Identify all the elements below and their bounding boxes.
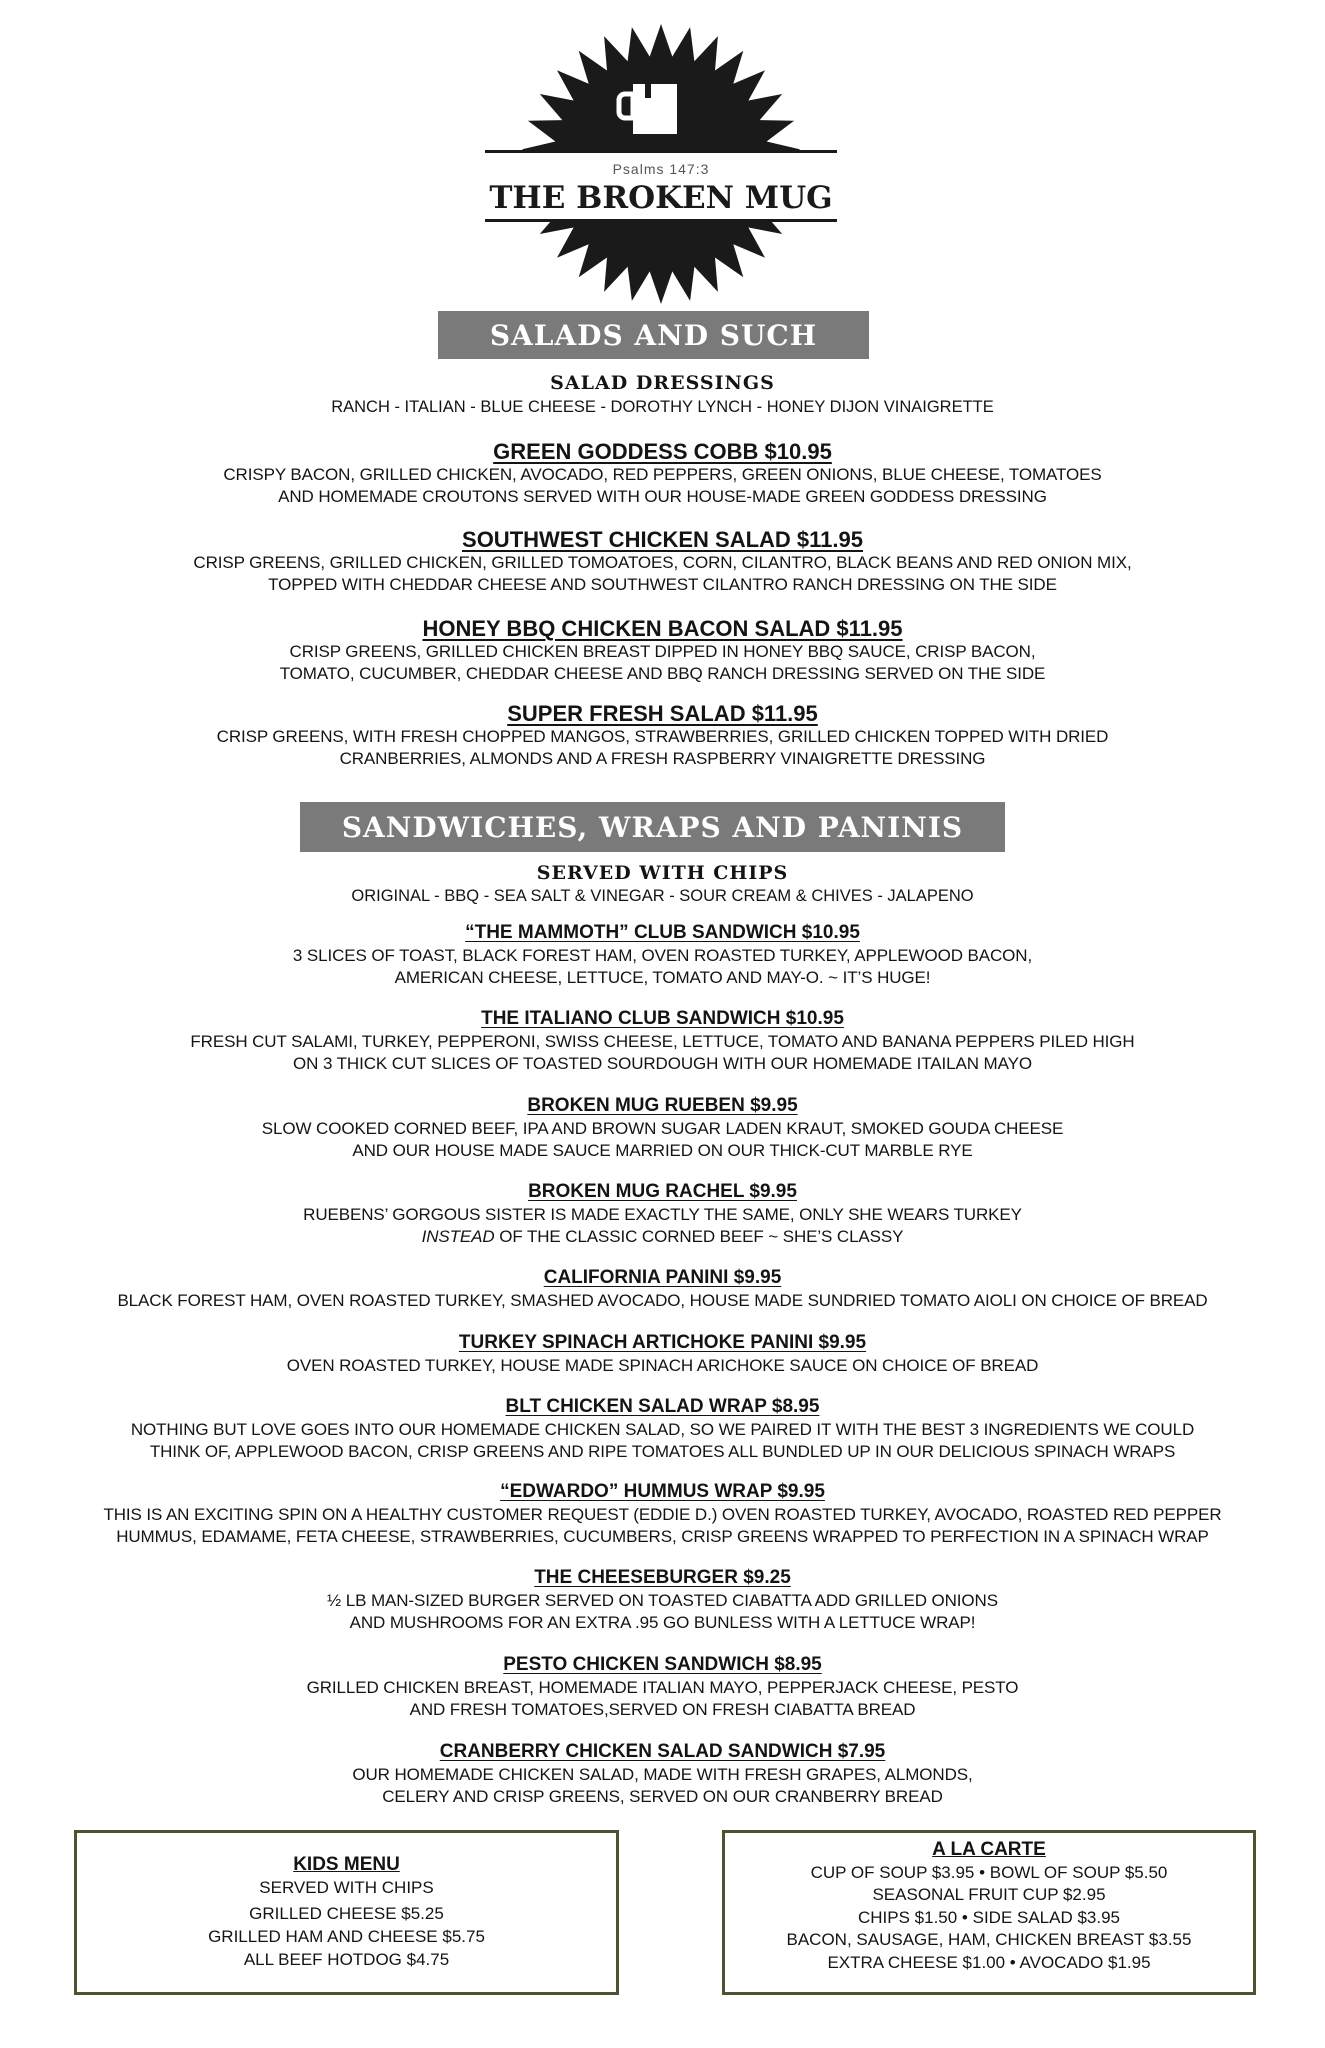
menu-item-description-line: RUEBENS’ GORGOUS SISTER IS MADE EXACTLY THE SAME, ONLY SHE WEARS TURKEY — [303, 1205, 1022, 1224]
menu-item-description-line: THIS IS AN EXCITING SPIN ON A HEALTHY CUSTOMER REQUEST (EDDIE D.) OVEN ROASTED TURKEY, AVOCADO, ROASTED RED PEPPER — [103, 1505, 1222, 1524]
menu-item-description-line: CRISPY BACON, GRILLED CHICKEN, AVOCADO, RED PEPPERS, GREEN ONIONS, BLUE CHEESE, TOMATOES — [223, 465, 1102, 484]
menu-item-description-line: AMERICAN CHEESE, LETTUCE, TOMATO AND MAY-O. ~ IT’S HUGE! — [394, 968, 931, 987]
menu-item-description-line: BLACK FOREST HAM, OVEN ROASTED TURKEY, SMASHED AVOCADO, HOUSE MADE SUNDRIED TOMATO AIOLI ON CHOICE OF BREAD — [117, 1291, 1208, 1310]
menu-item-title: THE ITALIANO CLUB SANDWICH $10.95 — [481, 1008, 844, 1029]
menu-item — [20, 1094, 1305, 1162]
menu-item-description — [20, 1118, 1305, 1162]
salad-dressings-heading: SALAD DRESSINGS — [550, 372, 775, 394]
menu-item-description-line: TOPPED WITH CHEDDAR CHEESE AND SOUTHWEST CILANTRO RANCH DRESSING ON THE SIDE — [268, 575, 1057, 594]
logo-name: THE BROKEN MUG — [489, 180, 833, 216]
menu-item-description-line: CRANBERRIES, ALMONDS AND A FRESH RASPBERRY VINAIGRETTE DRESSING — [339, 749, 986, 768]
menu-item — [20, 1740, 1305, 1808]
menu-item-description — [20, 552, 1305, 596]
menu-item-description-line: CRISP GREENS, GRILLED CHICKEN, GRILLED TOMOATOES, CORN, CILANTRO, BLACK BEANS AND RED ONION MIX, — [193, 553, 1132, 572]
menu-item-description-line: HUMMUS, EDAMAME, FETA CHEESE, STRAWBERRIES, CUCUMBERS, CRISP GREENS WRAPPED TO PERFECTION IN A SPINACH WRAP — [116, 1527, 1209, 1546]
menu-item-description-line: OUR HOMEMADE CHICKEN SALAD, MADE WITH FRESH GRAPES, ALMONDS, — [352, 1765, 973, 1784]
salad-dressings-list: RANCH - ITALIAN - BLUE CHEESE - DOROTHY LYNCH - HONEY DIJON VINAIGRETTE — [331, 398, 994, 416]
a-la-carte-line: CUP OF SOUP $3.95 • BOWL OF SOUP $5.50 — [810, 1862, 1168, 1882]
menu-item-description — [20, 1677, 1305, 1721]
menu-item-description-line: OVEN ROASTED TURKEY, HOUSE MADE SPINACH ARICHOKE SAUCE ON CHOICE OF BREAD — [286, 1356, 1039, 1375]
menu-item — [20, 1480, 1305, 1548]
menu-item — [20, 1266, 1305, 1312]
served-with-chips-heading: SERVED WITH CHIPS — [536, 862, 789, 884]
menu-item-description-line: AND MUSHROOMS FOR AN EXTRA .95 GO BUNLESS WITH A LETTUCE WRAP! — [349, 1613, 976, 1632]
menu-item — [20, 1653, 1305, 1721]
menu-item — [20, 1180, 1305, 1248]
menu-item-description-line: GRILLED CHICKEN BREAST, HOMEMADE ITALIAN MAYO, PEPPERJACK CHEESE, PESTO — [306, 1678, 1019, 1697]
kids-menu-line: ALL BEEF HOTDOG $4.75 — [243, 1950, 450, 1969]
menu-item-description-line: CRISP GREENS, WITH FRESH CHOPPED MANGOS, STRAWBERRIES, GRILLED CHICKEN TOPPED WITH DRIED — [216, 727, 1109, 746]
menu-item-description — [20, 945, 1305, 989]
kids-menu-box — [74, 1830, 619, 1995]
menu-item — [20, 1007, 1305, 1075]
a-la-carte-line: EXTRA CHEESE $1.00 • AVOCADO $1.95 — [827, 1952, 1151, 1972]
menu-item — [20, 1331, 1305, 1377]
menu-item — [20, 921, 1305, 989]
menu-item — [20, 617, 1305, 685]
a-la-carte-title: A LA CARTE — [932, 1839, 1046, 1860]
menu-item-description — [20, 1290, 1305, 1312]
menu-item-description-line: ON 3 THICK CUT SLICES OF TOASTED SOURDOUGH WITH OUR HOMEMADE ITAILAN MAYO — [293, 1054, 1032, 1073]
sandwiches-section-banner: SANDWICHES, WRAPS AND PANINIS — [300, 802, 1005, 852]
menu-item — [20, 440, 1305, 508]
menu-item-description — [20, 1031, 1305, 1075]
menu-item-description — [20, 1204, 1305, 1248]
menu-item-title: BROKEN MUG RUEBEN $9.95 — [527, 1095, 798, 1116]
menu-item-description — [20, 1504, 1305, 1548]
menu-item-title: BROKEN MUG RACHEL $9.95 — [528, 1181, 797, 1202]
menu-item-title: HONEY BBQ CHICKEN BACON SALAD $11.95 — [422, 616, 903, 641]
menu-item-title: “THE MAMMOTH” CLUB SANDWICH $10.95 — [465, 922, 860, 943]
kids-menu-title: KIDS MENU — [293, 1854, 400, 1875]
description-continuation: OF THE CLASSIC CORNED BEEF ~ SHE’S CLASSY — [494, 1227, 904, 1246]
menu-item — [20, 1566, 1305, 1634]
emphasized-word: INSTEAD — [421, 1227, 495, 1246]
menu-item-description — [20, 641, 1305, 685]
menu-item-title: TURKEY SPINACH ARTICHOKE PANINI $9.95 — [458, 1332, 867, 1353]
a-la-carte-line: SEASONAL FRUIT CUP $2.95 — [872, 1885, 1106, 1904]
menu-item-description-line: TOMATO, CUCUMBER, CHEDDAR CHEESE AND BBQ RANCH DRESSING SERVED ON THE SIDE — [279, 664, 1046, 683]
a-la-carte-line: BACON, SAUSAGE, HAM, CHICKEN BREAST $3.55 — [786, 1930, 1192, 1949]
menu-item-description-line: AND FRESH TOMATOES,SERVED ON FRESH CIABATTA BREAD — [409, 1700, 916, 1719]
chips-options-list: ORIGINAL - BBQ - SEA SALT & VINEGAR - SOUR CREAM & CHIVES - JALAPENO — [351, 887, 974, 905]
logo-graphic — [485, 22, 837, 310]
menu-item — [20, 1395, 1305, 1463]
menu-item-description-line: AND OUR HOUSE MADE SAUCE MARRIED ON OUR THICK-CUT MARBLE RYE — [352, 1141, 973, 1160]
menu-item-description-line: THINK OF, APPLEWOOD BACON, CRISP GREENS AND RIPE TOMATOES ALL BUNDLED UP IN OUR DELICIOUS SPINACH WRAPS — [149, 1442, 1176, 1461]
kids-menu-line: GRILLED HAM AND CHEESE $5.75 — [208, 1927, 485, 1946]
broken-mug-logo — [485, 22, 837, 310]
a-la-carte-line: CHIPS $1.50 • SIDE SALAD $3.95 — [857, 1907, 1121, 1927]
menu-item-description — [20, 1419, 1305, 1463]
menu-item-description — [20, 1590, 1305, 1634]
menu-item-title: CRANBERRY CHICKEN SALAD SANDWICH $7.95 — [439, 1741, 886, 1762]
menu-item-description — [20, 464, 1305, 508]
logo-verse: Psalms 147:3 — [612, 161, 710, 177]
menu-item-description — [20, 726, 1305, 770]
menu-item-title: GREEN GODDESS COBB $10.95 — [493, 439, 832, 464]
menu-item-description-line: SLOW COOKED CORNED BEEF, IPA AND BROWN SUGAR LADEN KRAUT, SMOKED GOUDA CHEESE — [261, 1119, 1064, 1138]
menu-item-description-line: NOTHING BUT LOVE GOES INTO OUR HOMEMADE CHICKEN SALAD, SO WE PAIRED IT WITH THE BEST 3 INGREDIENTS WE COULD — [130, 1420, 1195, 1439]
menu-item-description-line: ½ LB MAN-SIZED BURGER SERVED ON TOASTED CIABATTA ADD GRILLED ONIONS — [327, 1591, 998, 1610]
kids-menu-line: GRILLED CHEESE $5.25 — [249, 1904, 444, 1923]
menu-item-description-line: 3 SLICES OF TOAST, BLACK FOREST HAM, OVEN ROASTED TURKEY, APPLEWOOD BACON, — [292, 946, 1033, 965]
menu-item — [20, 528, 1305, 596]
menu-item-title: PESTO CHICKEN SANDWICH $8.95 — [503, 1654, 822, 1675]
menu-item-description-line: AND HOMEMADE CROUTONS SERVED WITH OUR HOUSE-MADE GREEN GODDESS DRESSING — [278, 487, 1047, 506]
menu-item-title: BLT CHICKEN SALAD WRAP $8.95 — [505, 1396, 820, 1417]
menu-item — [20, 702, 1305, 770]
menu-item-description — [20, 1764, 1305, 1808]
menu-item-title: CALIFORNIA PANINI $9.95 — [543, 1267, 782, 1288]
menu-item-title: “EDWARDO” HUMMUS WRAP $9.95 — [500, 1481, 825, 1502]
menu-item-title: THE CHEESEBURGER $9.25 — [534, 1567, 791, 1588]
menu-item-description-line: CELERY AND CRISP GREENS, SERVED ON OUR CRANBERRY BREAD — [382, 1787, 943, 1806]
kids-menu-line: SERVED WITH CHIPS — [259, 1878, 434, 1897]
menu-item-title: SUPER FRESH SALAD $11.95 — [507, 701, 818, 726]
a-la-carte-box — [722, 1830, 1256, 1995]
menu-item-description-line — [20, 1226, 1305, 1248]
menu-item-title: SOUTHWEST CHICKEN SALAD $11.95 — [462, 527, 863, 552]
salads-section-banner: SALADS AND SUCH — [438, 311, 869, 359]
menu-item-description — [20, 1355, 1305, 1377]
menu-item-description-line: CRISP GREENS, GRILLED CHICKEN BREAST DIPPED IN HONEY BBQ SAUCE, CRISP BACON, — [289, 642, 1036, 661]
menu-item-description-line: FRESH CUT SALAMI, TURKEY, PEPPERONI, SWISS CHEESE, LETTUCE, TOMATO AND BANANA PEPPERS PILED HIGH — [190, 1032, 1135, 1051]
